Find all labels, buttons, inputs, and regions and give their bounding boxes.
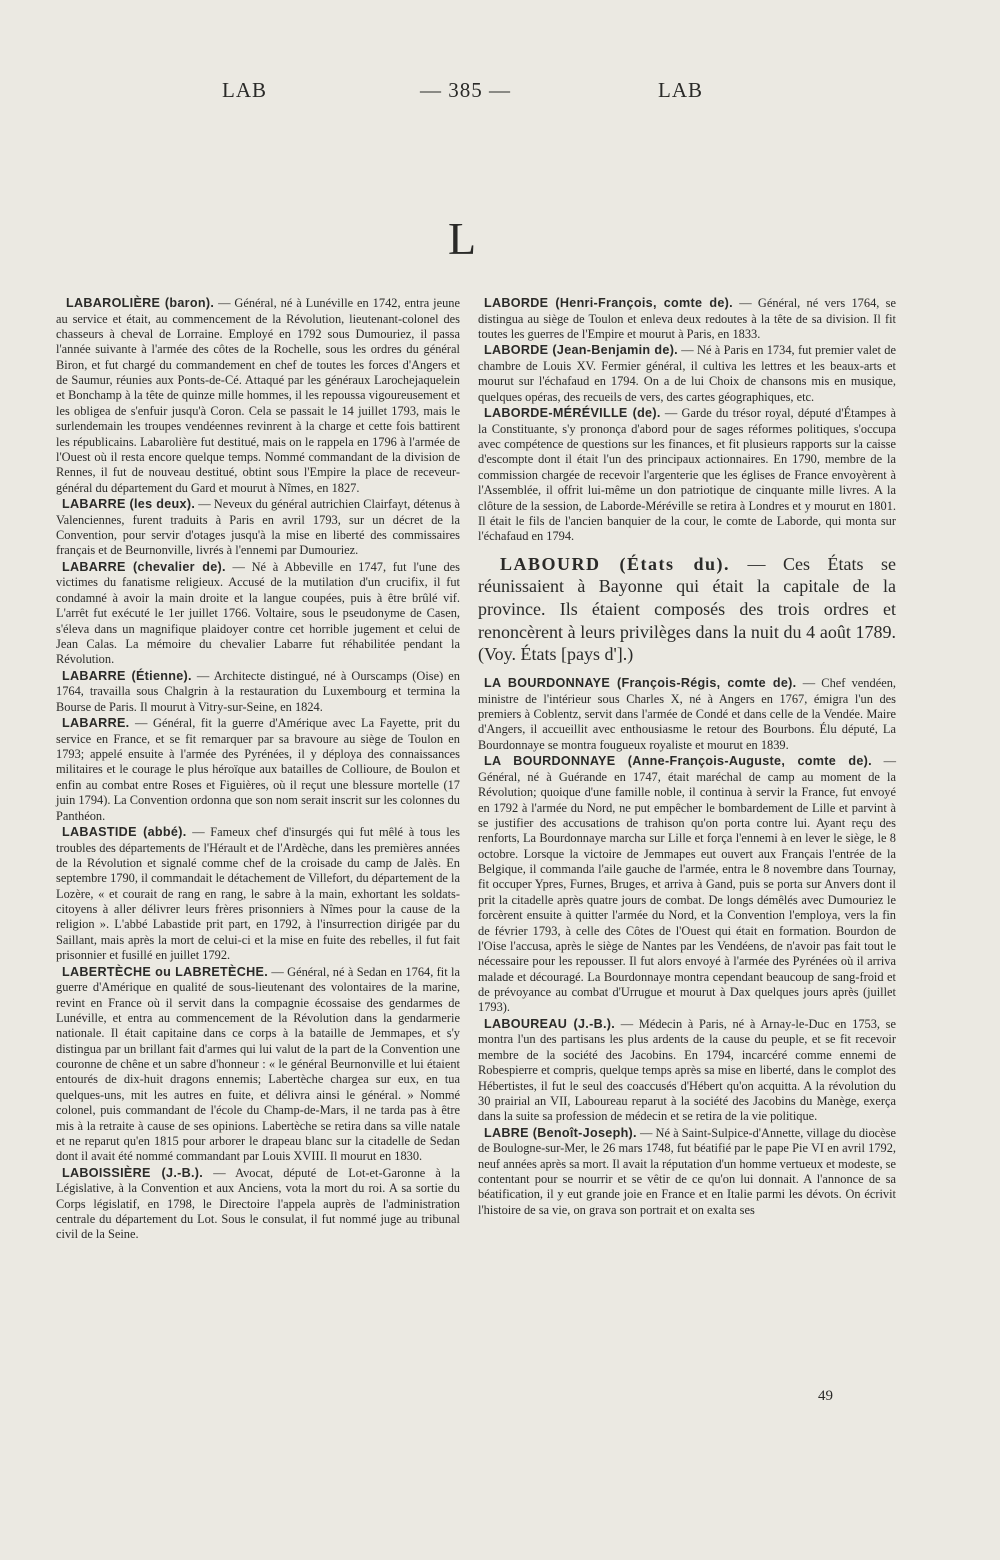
dictionary-entry (56, 296, 460, 496)
dictionary-entry (478, 676, 896, 753)
entry-text: — Général, fit la guerre d'Amérique avec La Fayette, prit du service en France, et se fit remarquer par sa bravoure au siège de Toulon en 1793; appelé ensuite à l'armée des Pyrénées, il y déploya des connaissances militaires et le courage le plus héroïque aux batailles de Collioure, de Boulon et enfin au combat entre Roses et Figuières, où il reçut une blessure mortelle (17 juin 1794). La Convention ordonna que son nom serait inscrit sur les colonnes du Panthéon. (56, 716, 460, 823)
dictionary-entry (56, 560, 460, 668)
entry-text: — Né à Abbeville en 1747, fut l'une des victimes du fanatisme religieux. Accusé de la mutilation d'un crucifix, il fut condamné à avoir la main droite et la langue coupées, puis à être brûlé vif. L'arrêt fut exécuté le 1er juillet 1766. Voltaire, sous le pseudonyme de Casen, s'éleva dans un magnifique plaidoyer contre cet horrible jugement et celui de Jean Calas. La mémoire du chevalier Labarre fut réhabilitée pendant la Révolution. (56, 559, 460, 667)
dictionary-entry (478, 343, 896, 405)
dictionary-entry (478, 406, 896, 545)
entry-headword: LABARRE (chevalier de). (62, 559, 226, 574)
entry-text: — Né à Saint-Sulpice-d'Annette, village du diocèse de Boulogne-sur-Mer, le 26 mars 1748, fut béatifié par le pape Pie VI en avril 1792, neuf années après sa mort. Il avait la réputation d'un homme vertueux et modeste, se contentant pour se nourrir et se vêtir de ce qu'on lui donnait. A l'annonce de sa béatification, il y eut grande joie en France et en Italie parmi les dévots. On écrivit l'histoire de sa vie, on grava son portrait et on exalta ses (478, 1125, 896, 1217)
entry-headword: LABARRE. (62, 716, 130, 731)
dictionary-entry (478, 754, 896, 1016)
dictionary-entry (56, 716, 460, 824)
section-letter: L (448, 213, 477, 264)
entry-headword: LABORDE (Henri-François, comte de). (484, 296, 733, 310)
entry-text: — Médecin à Paris, né à Arnay-le-Duc en 1753, se montra l'un des partisans les plus ardents de la cause du peuple, et se fit recevoir membre de la société des Jacobins. En 1794, incarcéré comme ennemi de Robespierre et compris, quelque temps après sa mise en liberté, dans le complot des Hébertistes, il fut le seul des coaccusés d'Hébert qu'on acquitta. A la révolution du 30 prairial an VII, Laboureau reparut à la société des Jacobins du Manège, exerça dans la suite sa profession de médecin et se retira de la vie politique. (478, 1016, 896, 1124)
entry-text: — Général, né à Lunéville en 1742, entra jeune au service et était, au commencement de la Révolution, lieutenant-colonel des chasseurs à cheval de Lorraine. Employé en 1792 sous Dumouriez, il passa l'année suivante à l'armée des côtes de la Rochelle, sous les ordres du général Biron, et fut chargé du commandement en chef de toutes les forces d'Angers et de Saumur, réunies aux Ponts-de-Cé. Attaqué par les généraux Larochejaquelein et Bonchamp à la tête de quinze mille hommes, il les repoussa vigoureusement et les obligea de s'enfuir jusqu'à Coron. Cela se passait le 14 juillet 1793, mais le surlendemain les troupes vendéennes revinrent à la charge et cette fois battirent les républicains. Labarolière fut destitué, mais on le rappela en 1796 à l'armée de l'Ouest où il resta encore quelque temps. Nommé commandant de la division de Rennes, il fut de nouveau destitué, obtint sous l'Empire la place de receveur-général du département du Gard et mourut à Nîmes, en 1827. (56, 296, 460, 495)
entry-headword: LABARRE (Étienne). (62, 668, 192, 683)
dictionary-entry (56, 497, 460, 559)
dictionary-entry (478, 296, 896, 342)
entry-headword: LABOUREAU (J.-B.). (484, 1016, 616, 1031)
dictionary-entry (478, 1126, 896, 1218)
entry-text: — Garde du trésor royal, député d'Étampes à la Constituante, s'y prononça d'abord pour de sages réformes politiques, s'occupa avec compétence de questions sur les finances, et fit plusieurs rapports sur la caisse d'escompte dont il était l'un des principaux actionnaires. En 1790, membre de la commission chargée de recevoir l'argenterie que les églises de France envoyèrent à l'Assemblée, il offrit lui-même un don patriotique de cinquante mille livres. A la clôture de la session, de Laborde-Méréville se retira à Londres et y mourut en 1801. Il était le fils de l'ancien banquier de la cour, le comte de Laborde, qui monta sur l'échafaud en 1794. (478, 406, 896, 544)
entry-headword: LABOURD (États du). (500, 553, 731, 574)
entry-text: — Architecte distingué, né à Ourscamps (Oise) en 1764, travailla sous Chalgrin à la restauration du Luxembourg et termina la Bourse de Paris. Il mourut à Vitry-sur-Seine, en 1824. (56, 668, 460, 714)
page-number: 49 (818, 1388, 833, 1404)
dictionary-entry (56, 1166, 460, 1243)
entry-text: — Ces États se réunissaient à Bayonne qui était la capitale de la province. Ils étaient composés des trois ordres et renoncèrent à leurs privilèges dans la nuit du 4 août 1789. (Voy. États [pays d'].) (478, 553, 896, 665)
entry-text: — Chef vendéen, ministre de l'intérieur sous Charles X, né à Angers en 1767, émigra l'un des premiers à Coblentz, servit dans l'armée de Condé et dans celle de la Vendée. Maire d'Angers, il accueillit avec enthousiasme le retour des Bourbons. Élu député, La Bourdonnaye se montra fougueux royaliste et mourut en 1839. (478, 676, 896, 752)
dictionary-entry (478, 553, 896, 666)
left-column (56, 296, 460, 1244)
entry-headword: LABARRE (les deux). (62, 497, 196, 512)
entry-text: — Général, né à Guérande en 1747, était maréchal de camp au moment de la Révolution; quoique d'une famille noble, il continua à servir la France, fut envoyé en 1792 à l'armée du Nord, ne put empêcher le bombardement de Lille et parvint à se justifier des accusations de trahison qu'on porta contre lui. Ayant reçu des renforts, La Bourdonnaye marcha sur Lille et força l'ennemi à en lever le siège, le 8 octobre. Lorsque la victoire de Jemmapes eut ouvert aux Français l'entrée de la Belgique, il commanda l'aile gauche de l'armée, entra le 8 novembre dans Tournay, fit occuper Ypres, Furnes, Bruges, et arriva à Gand, puis se porta sur Anvers dont il prit la citadelle après quatre jours de combat. De longs démêlés avec Dumouriez le forcèrent ensuite à quitter l'armée du Nord, et la Convention l'employa, vers la fin de février 1793, à celle des Côtes de l'Ouest qui était en formation. Bourdon de l'Oise l'accusa, après le siège de Nantes par les Vendéens, de n'avoir pas fait tout le nécessaire pour les repousser. Il fut alors envoyé à l'armée des Pyrénées où il arriva malade et découragé. La Bourdonnaye montra cependant beaucoup de sang-froid et de prévoyance au combat d'Urrugue et mourut à Dax quelques jours après (juillet 1793). (478, 754, 896, 1015)
dictionary-entry (56, 669, 460, 715)
dictionary-entry (478, 1017, 896, 1125)
dictionary-entry (56, 965, 460, 1165)
running-head-left: LAB (222, 78, 267, 102)
running-head-right: LAB (658, 78, 703, 102)
entry-text: — Général, né vers 1764, se distingua au siège de Toulon et enleva deux redoutes à la tête de sa division. Il fit toutes les guerres de l'Empire et mourut à Paris, en 1833. (478, 296, 896, 341)
entry-text: — Général, né à Sedan en 1764, fit la guerre d'Amérique en qualité de sous-lieutenant des volontaires de la marine, revint en France où il servit dans la compagnie écossaise des gendarmes de Lunéville, et entra au commencement de la Révolution dans la gendarmerie nationale. Il était capitaine dans ce corps à la bataille de Jemmapes, et s'y distingua par un brillant fait d'armes qui lui valut de la part de la Convention une couronne de chêne et un sabre d'honneur : « le général Beurnonville et lui étaient entourés de dix-huit dragons ennemis; Labertèche chargea sur eux, en tua quelques-uns, mit les autres en fuite, et délivra ainsi le général. » Nommé colonel, puis commandant de l'école du Champ-de-Mars, il ne tarda pas à être mis à la retraite à cause de ses opinions. Labertèche se retira dans sa ville natale et ne reparut qu'en 1815 pour arborer le drapeau blanc sur la citadelle de Sedan dont il avait été nommé commandant par Louis XVIII. Il mourut en 1830. (56, 964, 460, 1164)
entry-text: — Né à Paris en 1734, fut premier valet de chambre de Louis XV. Fermier général, il cultiva les lettres et les beaux-arts et mourut sur l'échafaud en 1794. On a de lui Choix de chansons mis en musique, quelques opéras, des recueils de vers, des cartes géographiques, etc. (478, 343, 896, 404)
entry-headword: LABOISSIÈRE (J.-B.). (62, 1165, 204, 1180)
entry-text: — Fameux chef d'insurgés qui fut mêlé à tous les troubles des départements de l'Hérault et de l'Ardèche, dans les premières années de la Révolution et signalé comme chef de la croisade du camp de Jalès. En septembre 1790, il commandait le détachement de Villefort, du département de la Lozère, « et courait de rang en rang, le sabre à la main, exhortant les soldats-citoyens à aller délivrer leurs frères prisonniers à Nîmes pour la cause de la religion ». L'abbé Labastide prit part, en 1792, à l'insurrection dirigée par du Saillant, mais après la mort de celui-ci et la mise en fuite des rebelles, il fut fait prisonnier et fusillé en juillet 1792. (56, 824, 460, 963)
entry-headword: LABERTÈCHE ou LABRETÈCHE. (62, 964, 269, 979)
entry-headword: LA BOURDONNAYE (Anne-François-Auguste, comte de). (484, 754, 872, 769)
entry-headword: LABRE (Benoît-Joseph). (484, 1125, 637, 1140)
entry-headword: LABORDE-MÉRÉVILLE (de). (484, 406, 661, 421)
entry-text: — Neveux du général autrichien Clairfayt, détenus à Valenciennes, furent traduits à Paris en avril 1793, sur un décret de la Convention, pour servir d'otages jusqu'à la mise en liberté des commissaires français et de Beurnonville, livrés à l'ennemi par Dumouriez. (56, 497, 460, 558)
right-column (478, 296, 896, 1219)
entry-headword: LA BOURDONNAYE (François-Régis, comte de). (484, 676, 797, 691)
entry-headword: LABORDE (Jean-Benjamin de). (484, 343, 678, 358)
page-folio: — 385 — (420, 78, 511, 102)
dictionary-entry (56, 825, 460, 964)
entry-headword: LABASTIDE (abbé). (62, 824, 187, 839)
entry-text: — Avocat, député de Lot-et-Garonne à la Législative, à la Convention et aux Anciens, vota la mort du roi. A sa sortie du Corps législatif, en 1798, le Directoire l'appela auprès de l'administration centrale du département du Lot. Sous le consulat, il fut nommé juge au tribunal civil de la Seine. (56, 1165, 460, 1242)
entry-headword: LABAROLIÈRE (baron). (66, 296, 215, 310)
